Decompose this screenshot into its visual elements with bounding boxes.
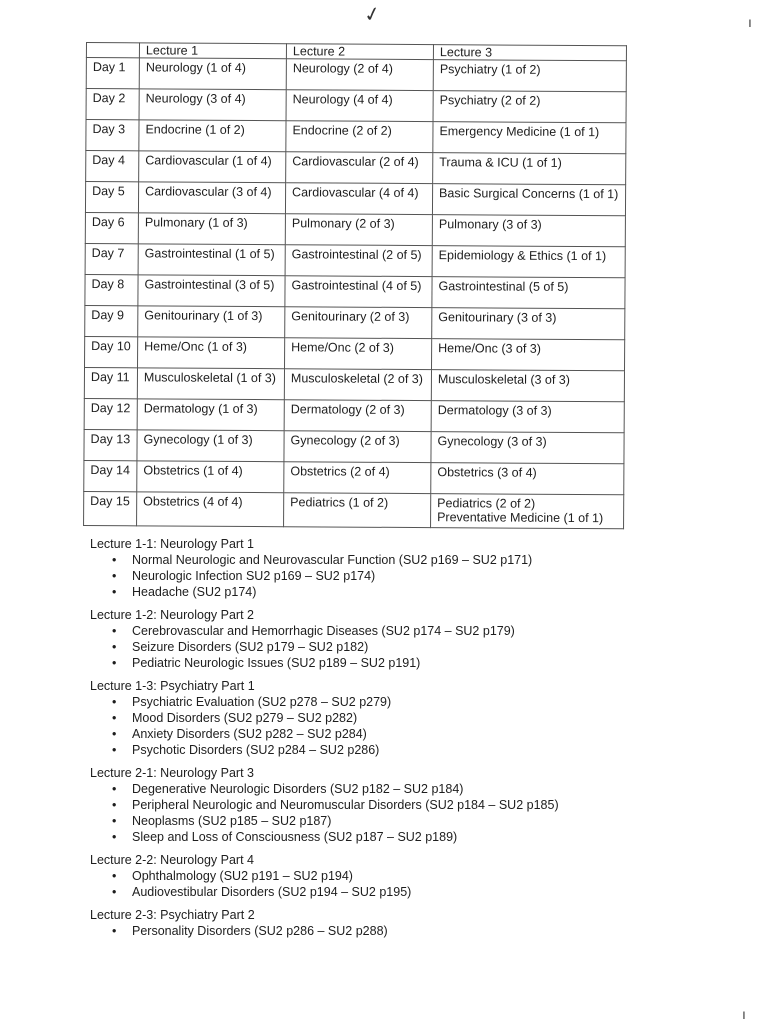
lecture-title: Lecture 1-1: Neurology Part 1 — [90, 537, 254, 551]
cell-text: Musculoskeletal (2 of 3) — [290, 371, 424, 387]
lecture-section — [90, 536, 710, 600]
cell-text: Neurology (1 of 4) — [145, 60, 246, 75]
lecture-section — [90, 907, 710, 939]
topic-item: • Pediatric Neurologic Issues (SU2 p189 – SU2 p191) — [132, 655, 710, 671]
topic-item: • Anxiety Disorders (SU2 p282 – SU2 p284) — [132, 726, 710, 742]
lecture-1-cell — [139, 120, 286, 152]
lecture-2-cell — [284, 462, 431, 494]
lecture-2-cell — [286, 152, 433, 184]
cell-text: Day 3 — [92, 122, 126, 137]
lecture-3-cell — [433, 122, 626, 154]
cell-text: Musculoskeletal (3 of 3) — [437, 372, 571, 387]
lecture-title: Lecture 2-1: Neurology Part 3 — [90, 766, 254, 780]
day-cell — [85, 243, 138, 274]
cell-text: Cardiovascular (2 of 4) — [292, 154, 419, 170]
topic-item: • Seizure Disorders (SU2 p179 – SU2 p182) — [132, 639, 710, 655]
cell-text: Pediatrics (2 of 2) — [437, 496, 536, 511]
lecture-section — [90, 765, 710, 845]
cell-text: Cardiovascular (3 of 4) — [145, 184, 272, 200]
column-header — [86, 43, 139, 58]
cell-text: Dermatology (2 of 3) — [290, 402, 405, 417]
lecture-3-cell — [431, 494, 624, 529]
table-row — [84, 367, 624, 401]
topic-item: • Normal Neurologic and Neurovascular Function (SU2 p169 – SU2 p171) — [132, 552, 710, 568]
column-header: Lecture 3 — [433, 45, 626, 61]
cell-text: Day 7 — [91, 246, 125, 261]
lecture-3-cell — [432, 215, 625, 247]
lecture-3-cell — [433, 60, 626, 92]
day-cell — [84, 429, 137, 460]
cell-text: Gynecology (1 of 3) — [143, 432, 253, 448]
cell-text: Day 15 — [90, 494, 130, 509]
cell-text: Day 10 — [91, 339, 131, 354]
check-mark: ✓ — [362, 2, 383, 28]
topic-list — [90, 694, 710, 758]
topic-item: • Neoplasms (SU2 p185 – SU2 p187) — [132, 813, 710, 829]
table-row — [85, 336, 625, 370]
cell-text: Day 5 — [92, 184, 125, 199]
cell-text: Pulmonary (3 of 3) — [438, 217, 542, 232]
lecture-1-cell — [138, 275, 285, 307]
day-cell — [85, 305, 138, 336]
lecture-2-cell — [286, 121, 433, 153]
lecture-title: Lecture 2-3: Psychiatry Part 2 — [90, 908, 255, 922]
lecture-1-cell — [138, 213, 285, 245]
topic-list — [90, 623, 710, 671]
cell-text: Cardiovascular (1 of 4) — [145, 153, 272, 169]
lecture-2-cell — [284, 400, 431, 432]
cell-text: Gastrointestinal (3 of 5) — [144, 277, 275, 293]
lecture-1-cell — [139, 89, 286, 121]
cell-text: Obstetrics (1 of 4) — [143, 463, 243, 478]
cell-text: Dermatology (1 of 3) — [143, 401, 258, 417]
lecture-3-cell — [431, 432, 624, 464]
cell-text: Heme/Onc (3 of 3) — [438, 341, 542, 356]
cell-text: Genitourinary (3 of 3) — [438, 310, 557, 325]
lecture-1-cell — [137, 399, 284, 431]
cell-text: Emergency Medicine (1 of 1) — [439, 124, 600, 140]
lecture-3-cell — [432, 339, 625, 371]
topic-item: • Personality Disorders (SU2 p286 – SU2 p288) — [132, 923, 710, 939]
lecture-3-cell — [432, 246, 625, 278]
topic-item: • Headache (SU2 p174) — [132, 584, 710, 600]
schedule-table — [83, 42, 627, 529]
cell-text: Cardiovascular (4 of 4) — [292, 185, 419, 201]
cell-text: Preventative Medicine (1 of 1) — [437, 510, 604, 526]
cell-text: Day 9 — [91, 308, 125, 323]
topic-item: • Sleep and Loss of Consciousness (SU2 p187 – SU2 p189) — [132, 829, 710, 845]
cell-text: Heme/Onc (1 of 3) — [144, 339, 248, 354]
cell-text: Day 13 — [90, 432, 131, 447]
cell-text: Pediatrics (1 of 2) — [290, 495, 389, 510]
day-cell — [84, 491, 137, 525]
lecture-2-cell — [285, 183, 432, 215]
lecture-2-cell — [284, 493, 431, 528]
topic-list — [90, 552, 710, 600]
cell-text: Musculoskeletal (1 of 3) — [143, 370, 277, 386]
cell-text: Day 6 — [91, 215, 125, 230]
cell-text: Genitourinary (1 of 3) — [144, 308, 263, 324]
day-cell — [85, 212, 138, 243]
topic-item: • Cerebrovascular and Hemorrhagic Diseases (SU2 p174 – SU2 p179) — [132, 623, 710, 639]
cell-text: Obstetrics (3 of 4) — [437, 465, 537, 480]
cell-text: Day 14 — [90, 463, 131, 478]
table-row — [84, 398, 624, 432]
cell-text: Obstetrics (4 of 4) — [143, 494, 243, 509]
cell-text: Pulmonary (2 of 3) — [291, 216, 395, 231]
day-cell — [86, 151, 139, 182]
topic-list — [90, 868, 710, 900]
lecture-3-cell — [432, 184, 625, 216]
cell-text: Day 2 — [92, 91, 126, 106]
lecture-2-cell — [286, 90, 433, 122]
lecture-title: Lecture 1-3: Psychiatry Part 1 — [90, 679, 255, 693]
lecture-2-cell — [285, 276, 432, 308]
topic-list — [90, 781, 710, 845]
day-cell — [85, 274, 138, 305]
cell-text: Gastrointestinal (4 of 5) — [291, 278, 422, 294]
lecture-1-cell — [139, 58, 286, 90]
lecture-title: Lecture 1-2: Neurology Part 2 — [90, 608, 254, 622]
topic-item: • Psychotic Disorders (SU2 p284 – SU2 p286) — [132, 742, 710, 758]
table-row — [85, 274, 625, 308]
topic-item: • Mood Disorders (SU2 p279 – SU2 p282) — [132, 710, 710, 726]
lecture-1-cell — [138, 182, 285, 214]
cell-text: Neurology (3 of 4) — [145, 91, 246, 106]
lecture-3-cell — [432, 277, 625, 309]
table-row — [86, 120, 626, 154]
cell-text: Genitourinary (2 of 3) — [291, 309, 410, 324]
lecture-1-cell — [137, 430, 284, 462]
cell-text: Gynecology (3 of 3) — [437, 434, 547, 449]
lecture-2-cell — [285, 214, 432, 246]
lecture-1-cell — [138, 244, 285, 276]
table-row — [85, 212, 625, 246]
day-cell — [86, 120, 139, 151]
lecture-3-cell — [431, 370, 624, 402]
topic-item: • Neurologic Infection SU2 p169 – SU2 p174) — [132, 568, 710, 584]
topic-list — [90, 923, 710, 939]
day-cell — [86, 89, 139, 120]
lecture-3-cell — [433, 91, 626, 123]
topic-item: • Peripheral Neurologic and Neuromuscular Disorders (SU2 p184 – SU2 p185) — [132, 797, 710, 813]
column-header: Lecture 2 — [286, 44, 433, 60]
lecture-2-cell — [286, 59, 433, 91]
cell-text: Gastrointestinal (1 of 5) — [144, 246, 275, 262]
lecture-1-cell — [139, 151, 286, 183]
lecture-2-cell — [284, 431, 431, 463]
topic-item: • Ophthalmology (SU2 p191 – SU2 p194) — [132, 868, 710, 884]
cell-text: Gastrointestinal (5 of 5) — [438, 279, 569, 294]
cell-text: Psychiatry (2 of 2) — [439, 93, 541, 108]
table-row — [84, 491, 624, 528]
topic-item: • Degenerative Neurologic Disorders (SU2 p182 – SU2 p184) — [132, 781, 710, 797]
lecture-2-cell — [284, 369, 431, 401]
cell-text: Day 11 — [90, 370, 130, 385]
cell-text: Neurology (4 of 4) — [292, 92, 393, 107]
day-cell — [84, 460, 137, 491]
cell-text: Dermatology (3 of 3) — [437, 403, 552, 418]
lecture-title: Lecture 2-2: Neurology Part 4 — [90, 853, 254, 867]
margin-mark: ı — [742, 1006, 746, 1022]
table-row — [84, 460, 624, 494]
lecture-3-cell — [432, 308, 625, 340]
table-row — [85, 243, 625, 277]
table-row — [85, 305, 625, 339]
day-cell — [85, 336, 138, 367]
table-row — [86, 58, 626, 92]
table-row — [86, 89, 626, 123]
lecture-1-cell — [137, 492, 284, 527]
cell-text: Pulmonary (1 of 3) — [144, 215, 248, 230]
cell-text: Endocrine (1 of 2) — [145, 122, 245, 137]
margin-mark: ı — [748, 14, 752, 30]
lecture-notes — [90, 536, 710, 946]
cell-text: Obstetrics (2 of 4) — [290, 464, 390, 479]
lecture-1-cell — [138, 306, 285, 338]
table-row — [84, 429, 624, 463]
cell-text: Endocrine (2 of 2) — [292, 123, 392, 138]
lecture-section — [90, 607, 710, 671]
cell-text: Day 1 — [92, 60, 126, 75]
cell-text: Basic Surgical Concerns (1 of 1) — [439, 186, 619, 202]
day-cell — [86, 58, 139, 89]
cell-text: Trauma & ICU (1 of 1) — [439, 155, 562, 170]
lecture-3-cell — [431, 401, 624, 433]
lecture-3-cell — [433, 153, 626, 185]
lecture-2-cell — [285, 245, 432, 277]
lecture-3-cell — [431, 463, 624, 495]
cell-text: Heme/Onc (2 of 3) — [291, 340, 395, 355]
day-cell — [85, 182, 138, 213]
cell-text: Gynecology (2 of 3) — [290, 433, 400, 448]
table-row — [86, 151, 626, 185]
cell-text: Day 4 — [92, 153, 125, 168]
topic-item: • Audiovestibular Disorders (SU2 p194 – SU2 p195) — [132, 884, 710, 900]
day-cell — [84, 367, 137, 398]
cell-text: Neurology (2 of 4) — [292, 61, 393, 76]
lecture-section — [90, 852, 710, 900]
cell-text: Psychiatry (1 of 2) — [439, 62, 541, 77]
lecture-2-cell — [285, 338, 432, 370]
lecture-1-cell — [138, 337, 285, 369]
cell-text: Day 12 — [90, 401, 131, 416]
column-header: Lecture 1 — [139, 43, 286, 59]
lecture-section — [90, 678, 710, 758]
table-row — [85, 182, 625, 216]
topic-item: • Psychiatric Evaluation (SU2 p278 – SU2 p279) — [132, 694, 710, 710]
lecture-1-cell — [137, 461, 284, 493]
cell-text: Epidemiology & Ethics (1 of 1) — [438, 248, 607, 264]
lecture-1-cell — [137, 368, 284, 400]
cell-text: Gastrointestinal (2 of 5) — [291, 247, 422, 263]
day-cell — [84, 398, 137, 429]
lecture-2-cell — [285, 307, 432, 339]
cell-text: Day 8 — [91, 277, 125, 292]
